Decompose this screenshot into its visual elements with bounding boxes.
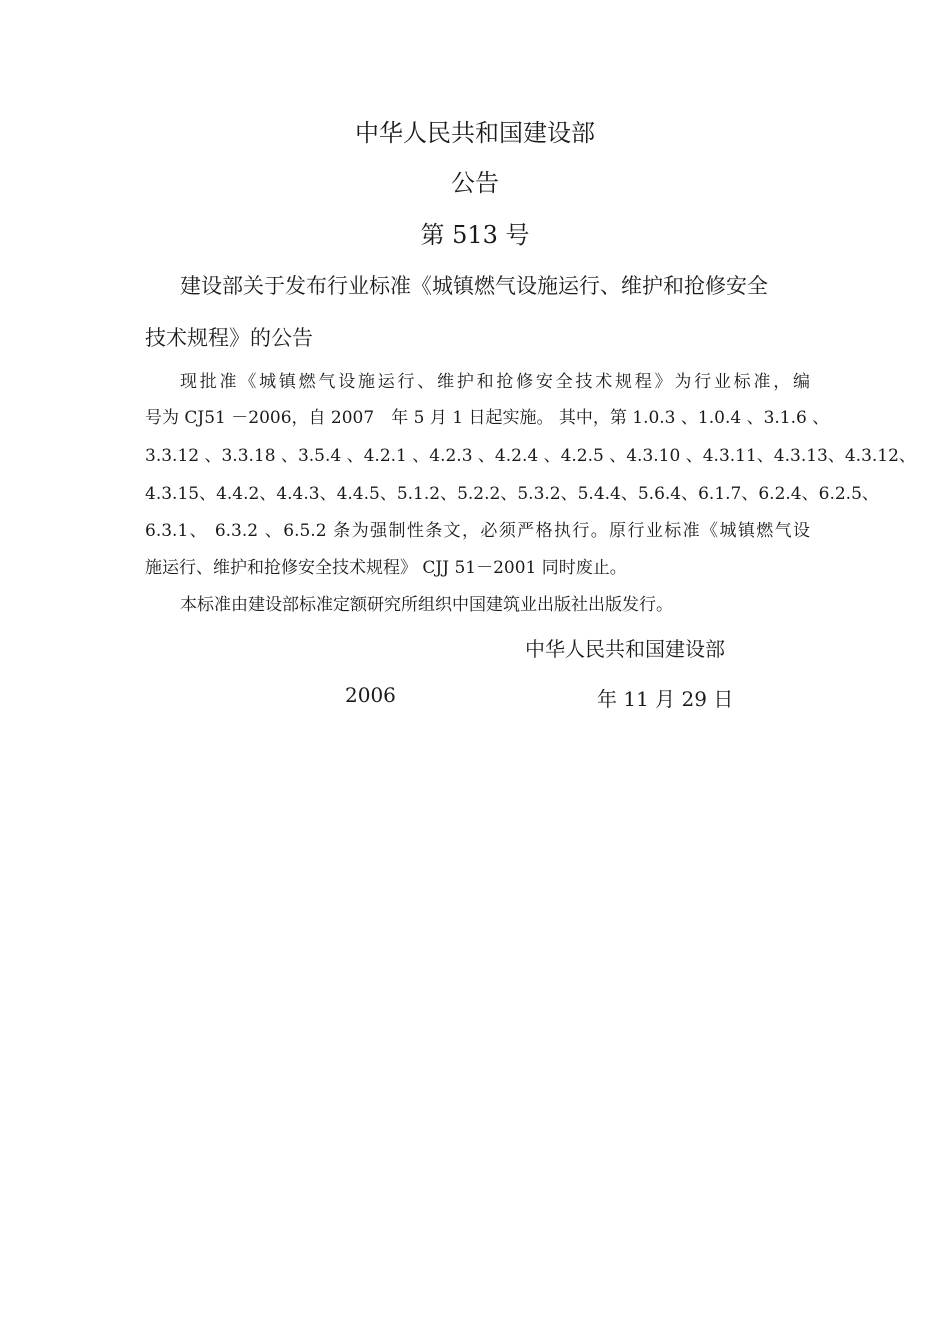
signature-organization: 中华人民共和国建设部 [525,637,725,661]
issuing-organization: 中华人民共和国建设部 [355,119,595,147]
body-line-5: 6.3.1、 6.3.2 、6.5.2 条为强制性条文，必须严格执行。原行业标准《城镇燃气设 [145,521,810,541]
signature-year: 2006 [345,683,396,707]
body-line-3: 3.3.12 、3.3.18 、3.5.4 、4.2.1 、4.2.3 、4.2.4 、4.2.5 、4.3.10 、4.3.11、4.3.13、4.3.12、 [145,446,916,466]
subject-line-2: 技术规程》的公告 [145,326,313,350]
body-line-2: 号为 CJ51 －2006，自 2007 年 5 月 1 日起实施。 其中，第 1.0.3 、1.0.4 、3.1.6 、 [145,408,830,428]
body-line-4: 4.3.15、4.4.2、4.4.3、4.4.5、5.1.2、5.2.2、5.3.2、5.4.4、5.6.4、6.1.7、6.2.4、6.2.5、 [145,484,879,504]
document-type: 公告 [451,169,499,197]
publish-note: 本标准由建设部标准定额研究所组织中国建筑业出版社出版发行。 [180,595,673,615]
signature-date: 年 11 月 29 日 [597,687,734,711]
subject-line-1: 建设部关于发布行业标准《城镇燃气设施运行、维护和抢修安全 [180,274,768,298]
announcement-number: 第 513 号 [420,221,530,249]
body-line-6: 施运行、维护和抢修安全技术规程》 CJJ 51－2001 同时废止。 [145,558,627,578]
body-line-1: 现批准《城镇燃气设施运行、维护和抢修安全技术规程》为行业标准，编 [180,372,810,392]
